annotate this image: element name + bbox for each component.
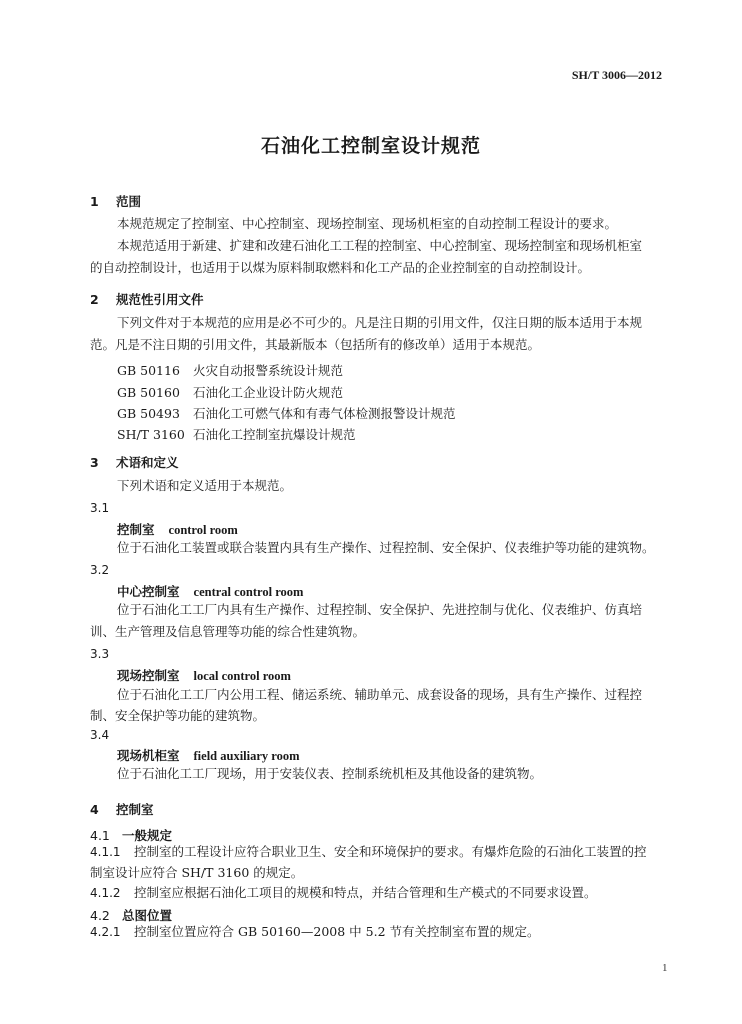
reference-name: 石油化工企业设计防火规范	[193, 385, 344, 400]
subsection-title: 总图位置	[122, 908, 173, 923]
subsection-number: 4.1	[90, 828, 110, 843]
term-definition: 位于石油化工工厂内具有生产操作、过程控制、安全保护、先进控制与优化、仪表维护、仿真培	[117, 602, 643, 617]
section-1-heading	[90, 192, 141, 210]
term-heading	[117, 582, 303, 600]
clause-text: 控制室的工程设计应符合职业卫生、安全和环境保护的要求。有爆炸危险的石油化工装置的控	[134, 844, 647, 859]
term-en: central control room	[193, 585, 304, 599]
section-3-heading	[90, 453, 179, 471]
section-title: 术语和定义	[116, 455, 179, 470]
clause-number: 4.1.1	[90, 845, 121, 859]
reference-name: 石油化工可燃气体和有毒气体检测报警设计规范	[193, 406, 456, 421]
reference-code: GB 50160	[117, 385, 180, 400]
term-definition: 位于石油化工工厂现场，用于安装仪表、控制系统机柜及其他设备的建筑物。	[117, 766, 543, 781]
clause-text: 控制室应根据石油化工项目的规模和特点，并结合管理和生产模式的不同要求设置。	[134, 885, 597, 900]
section-2-heading	[90, 290, 204, 308]
term-definition: 位于石油化工工厂内公用工程、储运系统、辅助单元、成套设备的现场，具有生产操作、过程控	[117, 687, 643, 702]
paragraph-continuation: 范。凡是不注日期的引用文件，其最新版本（包括所有的修改单）适用于本规范。	[90, 337, 541, 352]
clause	[90, 887, 597, 900]
section-title: 范围	[116, 194, 142, 209]
term-en: field auxiliary room	[193, 749, 300, 763]
term-number: 3.2	[90, 563, 110, 577]
section-title: 规范性引用文件	[116, 292, 204, 307]
subsection-heading	[90, 826, 172, 844]
reference-name: 火灾自动报警系统设计规范	[193, 363, 344, 378]
term-zh: 现场控制室	[117, 668, 180, 683]
standard-code: SH/T 3006—2012	[571, 68, 662, 82]
section-title: 控制室	[116, 802, 154, 817]
subsection-heading	[90, 906, 172, 924]
term-definition: 位于石油化工装置或联合装置内具有生产操作、过程控制、安全保护、仪表维护等功能的建筑物。	[117, 540, 655, 555]
reference-code: GB 50116	[117, 363, 180, 378]
section-4-heading	[90, 800, 154, 818]
term-heading	[117, 746, 300, 764]
clause	[90, 846, 647, 859]
term-en: control room	[168, 523, 238, 537]
paragraph-continuation: 的自动控制设计，也适用于以煤为原料制取燃料和化工产品的企业控制室的自动控制设计。	[90, 260, 591, 275]
term-number: 3.1	[90, 501, 110, 515]
reference-code: GB 50493	[117, 406, 180, 421]
paragraph: 本规范规定了控制室、中心控制室、现场控制室、现场机柜室的自动控制工程设计的要求。	[117, 216, 618, 231]
clause-continuation: 制室设计应符合 SH/T 3160 的规定。	[90, 865, 304, 880]
paragraph: 本规范适用于新建、扩建和改建石油化工工程的控制室、中心控制室、现场控制室和现场机柜室	[117, 238, 643, 253]
term-zh: 控制室	[117, 522, 155, 537]
reference-name: 石油化工控制室抗爆设计规范	[193, 427, 356, 442]
term-number: 3.4	[90, 728, 110, 742]
reference-code: SH/T 3160	[117, 427, 185, 442]
reference-item	[117, 383, 343, 401]
section-number: 2	[90, 292, 99, 307]
clause-text: 控制室位置应符合 GB 50160—2008 中 5.2 节有关控制室布置的规定。	[134, 924, 540, 939]
term-zh: 中心控制室	[117, 584, 180, 599]
reference-item	[117, 404, 456, 422]
page-number: 1	[662, 962, 668, 974]
clause-number: 4.2.1	[90, 925, 121, 939]
document-title: 石油化工控制室设计规范	[260, 135, 481, 157]
paragraph: 下列文件对于本规范的应用是必不可少的。凡是注日期的引用文件，仅注日期的版本适用于本规	[117, 315, 643, 330]
reference-item	[117, 361, 343, 379]
term-heading	[117, 520, 238, 538]
clause-number: 4.1.2	[90, 886, 121, 900]
clause	[90, 926, 540, 939]
subsection-number: 4.2	[90, 908, 110, 923]
term-definition-continuation: 训、生产管理及信息管理等功能的综合性建筑物。	[90, 624, 366, 639]
section-number: 3	[90, 455, 99, 470]
reference-item	[117, 425, 356, 443]
term-zh: 现场机柜室	[117, 748, 180, 763]
paragraph: 下列术语和定义适用于本规范。	[117, 478, 293, 493]
term-number: 3.3	[90, 647, 110, 661]
term-en: local control room	[193, 669, 291, 683]
subsection-title: 一般规定	[122, 828, 173, 843]
section-number: 4	[90, 802, 99, 817]
term-heading	[117, 666, 291, 684]
section-number: 1	[90, 194, 99, 209]
term-definition-continuation: 制、安全保护等功能的建筑物。	[90, 708, 266, 723]
